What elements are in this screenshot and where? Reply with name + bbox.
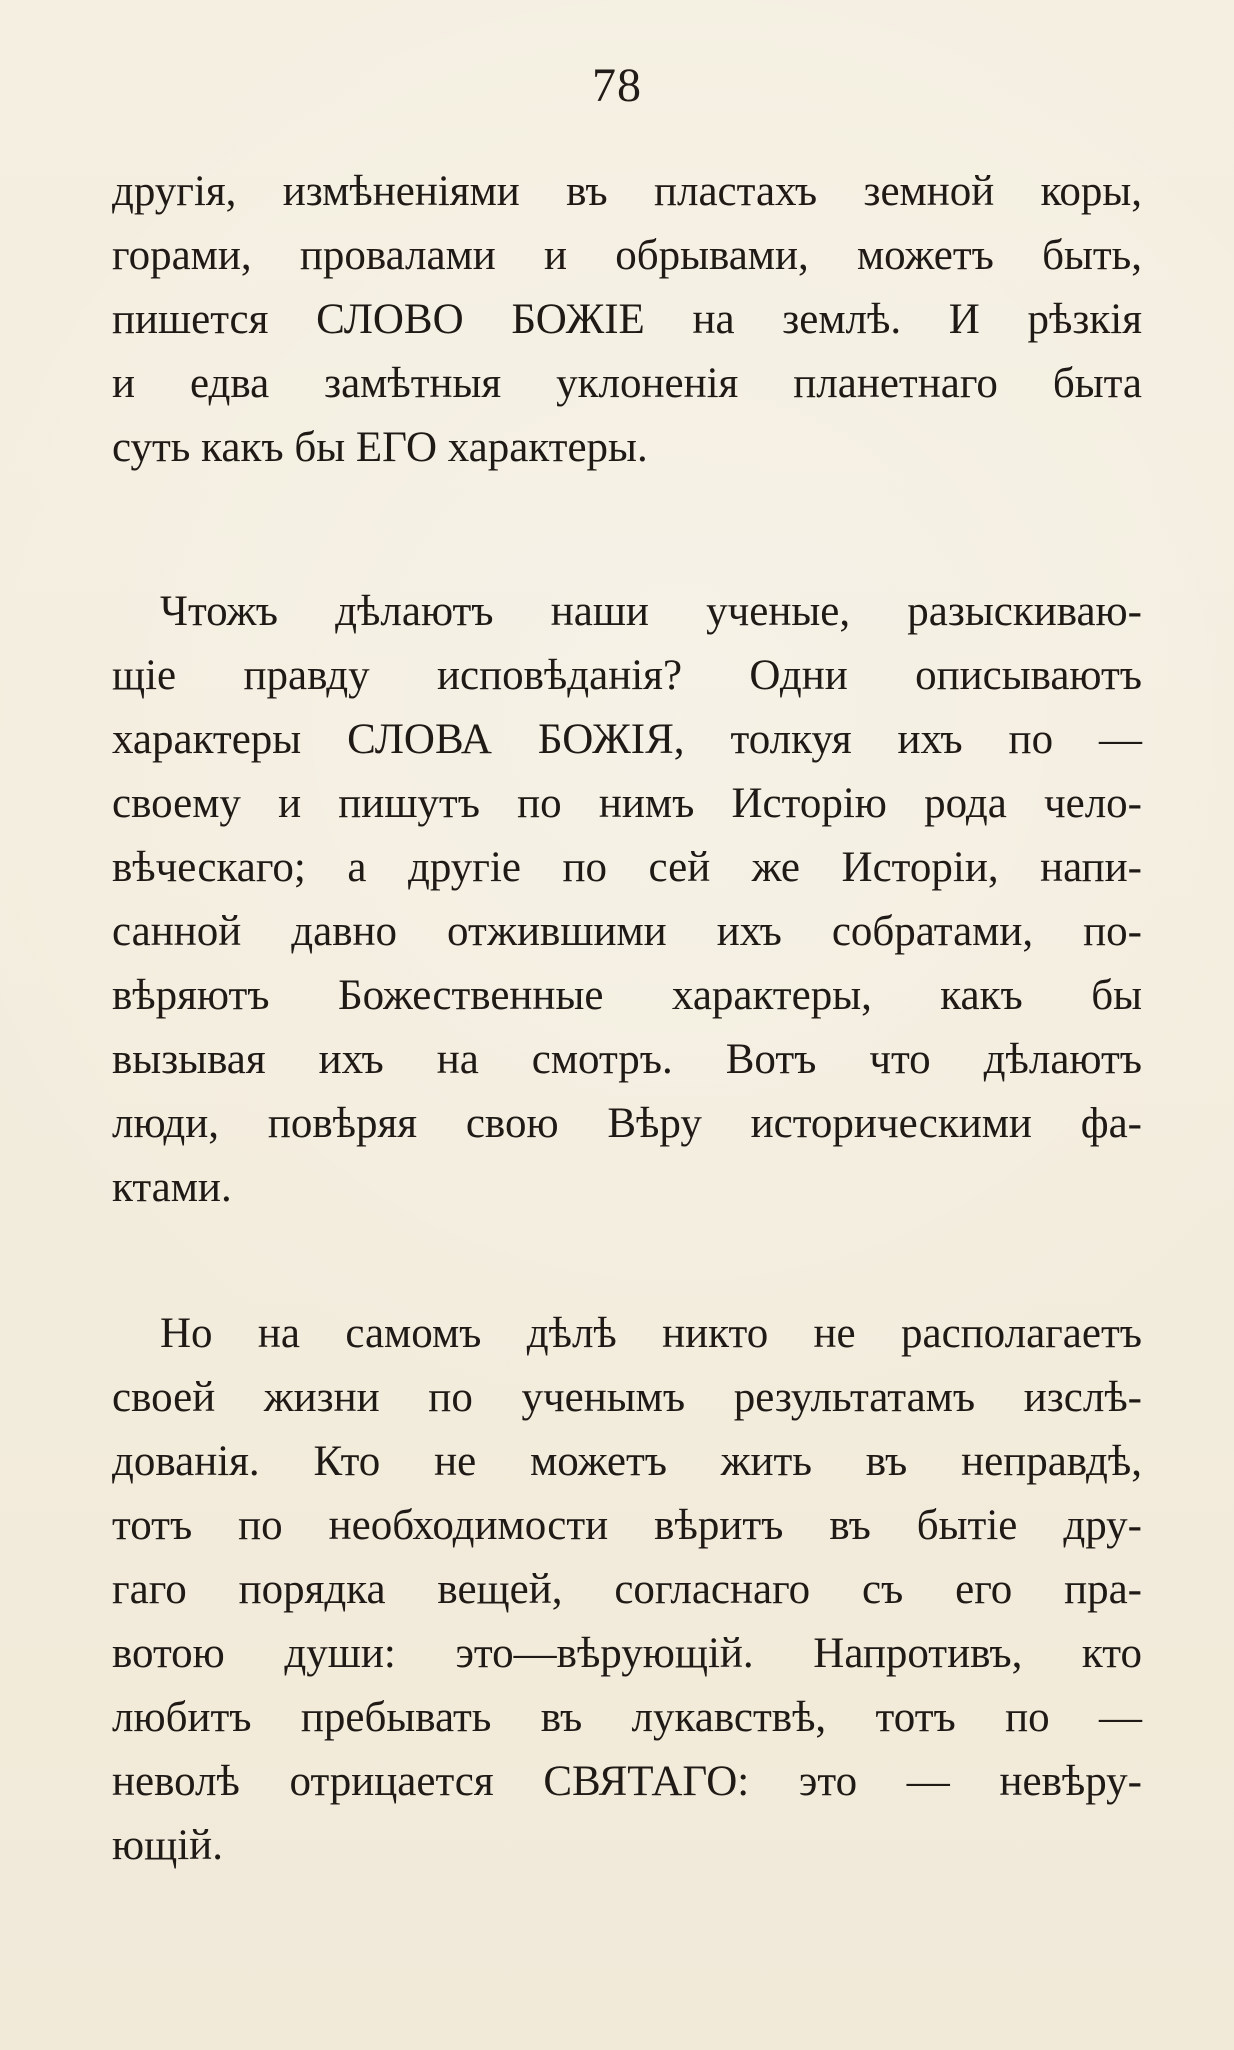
paragraph-3 <box>112 1302 1142 1878</box>
paragraph-line: своей жизни по ученымъ результатамъ изслѣ- <box>112 1374 1142 1421</box>
paragraph-line: и едва замѣтныя уклоненія планетнаго быта <box>112 360 1142 407</box>
paragraph-line: неволѣ отрицается СВЯТАГО: это — невѣру- <box>112 1758 1142 1805</box>
paragraph-line: горами, провалами и обрывами, можетъ быть, <box>112 232 1142 279</box>
paragraph-line: вѣряютъ Божественные характеры, какъ бы <box>112 972 1142 1019</box>
paragraph-line: своему и пишутъ по нимъ Исторію рода чело- <box>112 780 1142 827</box>
page-number: 78 <box>592 59 642 112</box>
paragraph-1 <box>112 160 1142 480</box>
paragraph-line: Чтожъ дѣлаютъ наши ученые, разыскиваю- <box>160 588 1142 635</box>
paragraph-line: санной давно отжившими ихъ собратами, по- <box>112 908 1142 955</box>
paragraph-line: гаго порядка вещей, согласнаго съ его пра- <box>112 1566 1142 1613</box>
paragraph-line: другія, измѣненіями въ пластахъ земной коры, <box>112 168 1142 215</box>
paragraph-line: суть какъ бы ЕГО характеры. <box>112 424 648 471</box>
paragraph-2 <box>112 580 1142 1220</box>
paragraph-line: вотою души: это—вѣрующій. Напротивъ, кто <box>112 1630 1142 1677</box>
paragraph-line: тотъ по необходимости вѣритъ въ бытіе дру- <box>112 1502 1142 1549</box>
paragraph-line: дованія. Кто не можетъ жить въ неправдѣ, <box>112 1438 1142 1485</box>
paragraph-line: люди, повѣряя свою Вѣру историческими фа- <box>112 1100 1142 1147</box>
paragraph-line: пишется СЛОВО БОЖІЕ на землѣ. И рѣзкія <box>112 296 1142 343</box>
paragraph-line: вызывая ихъ на смотръ. Вотъ что дѣлаютъ <box>112 1036 1142 1083</box>
paragraph-line: характеры СЛОВА БОЖІЯ, толкуя ихъ по — <box>112 716 1142 763</box>
paragraph-line: ющій. <box>112 1822 223 1869</box>
paragraph-line: ктами. <box>112 1164 232 1211</box>
paragraph-line: щіе правду исповѣданія? Одни описываютъ <box>112 652 1142 699</box>
paragraph-line: Но на самомъ дѣлѣ никто не располагаетъ <box>160 1310 1142 1357</box>
paragraph-line: вѣческаго; а другіе по сей же Исторіи, напи- <box>112 844 1142 891</box>
paragraph-line: любитъ пребывать въ лукавствѣ, тотъ по — <box>112 1694 1142 1741</box>
